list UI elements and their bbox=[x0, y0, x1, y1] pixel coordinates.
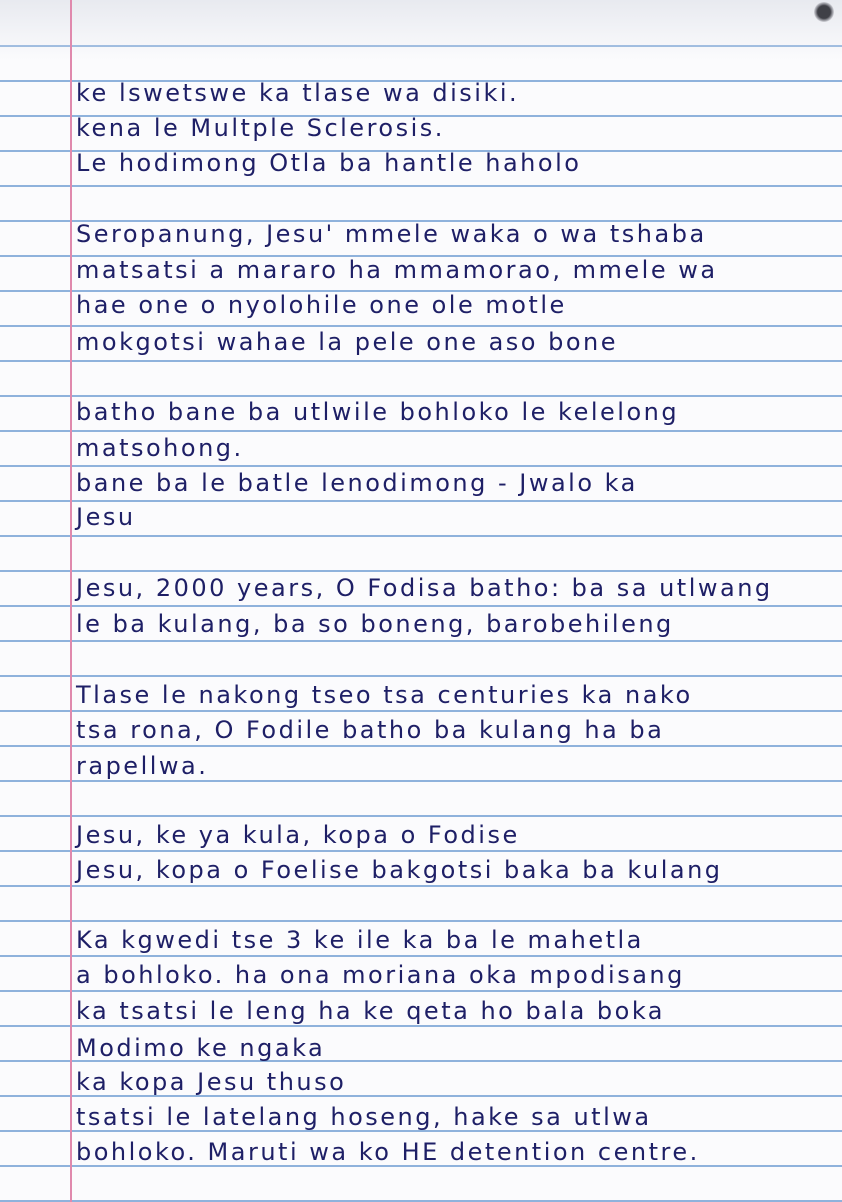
handwritten-line: bohloko. Maruti wa ko HE detention centre. bbox=[76, 1138, 700, 1166]
handwritten-line: mokgotsi wahae la pele one aso bone bbox=[76, 328, 619, 356]
handwritten-line: tsatsi le latelang hoseng, hake sa utlwa bbox=[76, 1103, 652, 1131]
handwritten-line: rapellwa. bbox=[76, 752, 209, 780]
handwritten-line: Ka kgwedi tse 3 ke ile ka ba le mahetla bbox=[76, 926, 644, 954]
handwritten-line: le ba kulang, ba so boneng, barobehileng bbox=[76, 610, 674, 638]
handwritten-line: Jesu bbox=[76, 503, 136, 531]
handwritten-line: Le hodimong Otla ba hantle haholo bbox=[76, 149, 582, 177]
handwritten-line: Modimo ke ngaka bbox=[76, 1034, 326, 1062]
handwritten-line: batho bane ba utlwile bohloko le kelelong bbox=[76, 398, 680, 426]
handwritten-line: a bohloko. ha ona moriana oka mpodisang bbox=[76, 961, 685, 989]
handwritten-line: Seropanung, Jesu' mmele waka o wa tshaba bbox=[76, 220, 707, 248]
handwritten-line: Jesu, kopa o Foelise bakgotsi baka ba kulang bbox=[76, 856, 723, 884]
handwritten-line: matsatsi a mararo ha mmamorao, mmele wa bbox=[76, 256, 718, 284]
handwritten-line: kena le Multple Sclerosis. bbox=[76, 114, 445, 142]
handwritten-line: bane ba le batle lenodimong - Jwalo ka bbox=[76, 469, 638, 497]
handwritten-line: ka kopa Jesu thuso bbox=[76, 1068, 347, 1096]
handwritten-line: Tlase le nakong tseo tsa centuries ka nako bbox=[76, 681, 693, 709]
handwritten-line: tsa rona, O Fodile batho ba kulang ha ba bbox=[76, 716, 665, 744]
handwritten-line: Jesu, ke ya kula, kopa o Fodise bbox=[76, 821, 520, 849]
red-margin-line bbox=[70, 0, 72, 1202]
handwritten-line: Jesu, 2000 years, O Fodisa batho: ba sa utlwang bbox=[76, 574, 773, 602]
handwritten-line: ke lswetswe ka tlase wa disiki. bbox=[76, 79, 520, 107]
handwritten-line: ka tsatsi le leng ha ke qeta ho bala boka bbox=[76, 997, 666, 1025]
handwritten-line: hae one o nyolohile one ole motle bbox=[76, 291, 567, 319]
handwritten-line: matsohong. bbox=[76, 434, 244, 462]
